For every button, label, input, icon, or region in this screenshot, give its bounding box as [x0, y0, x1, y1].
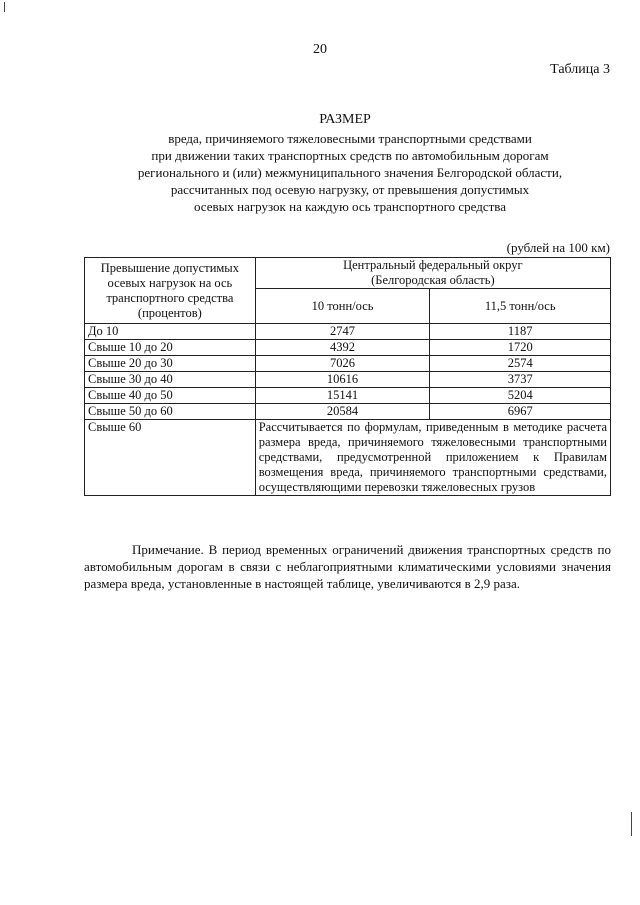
col1-header-line: транспортного средства [106, 290, 234, 305]
table-row [85, 388, 611, 404]
row-label: Свыше 30 до 40 [85, 372, 256, 388]
page-number: 20 [313, 42, 327, 57]
row-label: Свыше 20 до 30 [85, 356, 256, 372]
row-value-10t: 10616 [255, 372, 430, 388]
row-value-11-5t: 6967 [430, 404, 611, 420]
col1-header [85, 258, 256, 324]
table-header-row [85, 258, 611, 289]
scan-mark-right-edge [631, 812, 632, 836]
formula-note-cell: Рассчитывается по формулам, приведенным в методике расчета размера вреда, причиняемого тяжеловесными транспортными средствами, предусмотренной приложением к Правилам возмещения вреда, причиняемого транспортными средствами, осуществляющими перевозки тяжеловесных грузов [255, 420, 610, 496]
subtitle-line: осевых нагрузок на каждую ось транспортного средства [193, 199, 507, 214]
doc-title: РАЗМЕР [319, 112, 371, 127]
col1-header-line: (процентов) [137, 305, 202, 320]
row-value-10t: 4392 [255, 340, 430, 356]
col3-header: 11,5 тонн/ось [430, 289, 611, 324]
group-header-line: Центральный федеральный округ [343, 258, 523, 272]
col1-header-line: Превышение допустимых [100, 260, 239, 275]
row-label: Свыше 50 до 60 [85, 404, 256, 420]
row-value-11-5t: 1720 [430, 340, 611, 356]
subtitle-line: при движении таких транспортных средств по автомобильным дорогам [151, 148, 549, 163]
row-value-10t: 7026 [255, 356, 430, 372]
scan-mark-top-left [4, 2, 5, 12]
row-label: Свыше 60 [85, 420, 256, 496]
col2-header: 10 тонн/ось [255, 289, 430, 324]
row-value-11-5t: 1187 [430, 324, 611, 340]
row-value-11-5t: 5204 [430, 388, 611, 404]
group-header-line: (Белгородская область) [371, 273, 495, 287]
row-value-10t: 20584 [255, 404, 430, 420]
table-row-last [85, 420, 611, 496]
doc-subtitle [60, 130, 640, 215]
row-value-11-5t: 3737 [430, 372, 611, 388]
subtitle-line: вреда, причиняемого тяжеловесными транспортными средствами [168, 131, 532, 146]
note-paragraph: Примечание. В период временных ограничений движения транспортных средств по автомобильным дорогам в связи с неблагоприятными климатическими условиями значения размера вреда, установленные в настоящей таблице, увеличиваются в 2,9 раза. [84, 542, 611, 591]
units-note: (рублей на 100 км) [506, 240, 610, 255]
subtitle-line: регионального и (или) межмуниципального значения Белгородской области, [137, 165, 563, 180]
table-row [85, 404, 611, 420]
row-label: Свыше 10 до 20 [85, 340, 256, 356]
row-value-10t: 15141 [255, 388, 430, 404]
group-header [255, 258, 610, 289]
row-label: Свыше 40 до 50 [85, 388, 256, 404]
col1-header-line: осевых нагрузок на ось [107, 275, 233, 290]
row-value-10t: 2747 [255, 324, 430, 340]
table-label: Таблица 3 [550, 62, 610, 77]
table-row [85, 372, 611, 388]
table-row [85, 340, 611, 356]
row-value-11-5t: 2574 [430, 356, 611, 372]
table-row [85, 356, 611, 372]
row-label: До 10 [85, 324, 256, 340]
damage-table [84, 257, 611, 496]
subtitle-line: рассчитанных под осевую нагрузку, от превышения допустимых [170, 182, 530, 197]
table-row [85, 324, 611, 340]
